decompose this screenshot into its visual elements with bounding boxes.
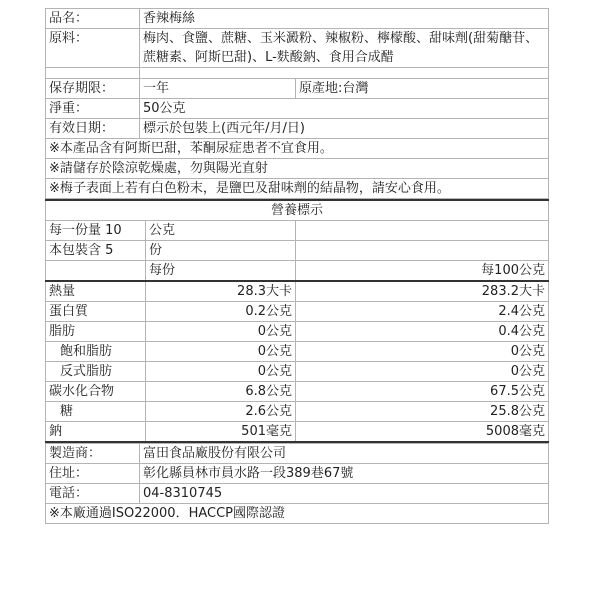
serving-size-row <box>46 221 549 241</box>
nutrient-name: 脂肪 <box>46 322 146 342</box>
note-white-powder: ※梅子表面上若有白色粉末，是鹽巴及甜味劑的結晶物，請安心食用。 <box>46 179 549 199</box>
nutrient-per-100g: 0.4公克 <box>296 322 549 342</box>
name-row <box>46 9 549 29</box>
serving-size-cell <box>46 221 146 241</box>
certification-note: ※本廠通過ISO22000．HACCP國際認證 <box>46 504 549 524</box>
nutrient-name: 飽和脂肪 <box>46 342 146 362</box>
servings-unit: 份 <box>146 241 296 261</box>
shelf-life-value: 一年 <box>140 79 296 99</box>
nutrient-name: 鈉 <box>46 422 146 443</box>
nutrient-per-serving: 0公克 <box>146 342 296 362</box>
product-info-table <box>45 8 549 199</box>
serving-size-unit: 公克 <box>146 221 296 241</box>
note-row <box>46 139 549 159</box>
nutrient-row <box>46 422 549 443</box>
nutrient-per-serving: 0公克 <box>146 362 296 382</box>
nutrient-name: 熱量 <box>46 281 146 302</box>
address-value: 彰化縣員林市員水路一段389巷67號 <box>140 464 549 484</box>
nutrient-per-100g: 0公克 <box>296 362 549 382</box>
nutrient-per-100g: 25.8公克 <box>296 402 549 422</box>
nutrient-per-serving: 2.6公克 <box>146 402 296 422</box>
nutrient-name: 蛋白質 <box>46 302 146 322</box>
phone-row <box>46 484 549 504</box>
serving-size-value: 10 <box>105 223 122 238</box>
phone-label: 電話： <box>46 484 140 504</box>
nutrition-title-row <box>46 200 549 221</box>
nutrition-header-row <box>46 261 549 282</box>
nutrient-name: 反式脂肪 <box>46 362 146 382</box>
note-row <box>46 159 549 179</box>
name-value: 香辣梅絲 <box>140 9 549 29</box>
expiry-label: 有效日期： <box>46 119 140 139</box>
nutrient-per-serving: 501毫克 <box>146 422 296 443</box>
nutrient-row <box>46 402 549 422</box>
spacer-row <box>46 68 549 79</box>
shelf-life-row <box>46 79 549 99</box>
name-label: 品名： <box>46 9 140 29</box>
nutrient-per-100g: 0公克 <box>296 342 549 362</box>
nutrition-title: 營養標示 <box>46 200 549 221</box>
nutrient-name: 糖 <box>46 402 146 422</box>
address-label: 住址： <box>46 464 140 484</box>
manufacturer-label: 製造商： <box>46 444 140 464</box>
manufacturer-value: 富田食品廠股份有限公司 <box>140 444 549 464</box>
product-label-sheet <box>45 8 548 524</box>
ingredients-label: 原料： <box>46 29 140 68</box>
nutrient-per-100g: 67.5公克 <box>296 382 549 402</box>
ingredients-value: 梅肉、食鹽、蔗糖、玉米澱粉、辣椒粉、檸檬酸、甜味劑(甜菊醣苷、蔗糖素、阿斯巴甜)、L-麩酸鈉、食用合成醋 <box>140 29 549 68</box>
ingredients-row <box>46 29 549 68</box>
nutrient-per-serving: 0.2公克 <box>146 302 296 322</box>
note-aspartame: ※本產品含有阿斯巴甜，苯酮尿症患者不宜食用。 <box>46 139 549 159</box>
servings-cell <box>46 241 146 261</box>
nutrient-per-100g: 283.2大卡 <box>296 281 549 302</box>
note-storage: ※請儲存於陰涼乾燥處，勿與陽光直射 <box>46 159 549 179</box>
manufacturer-table <box>45 443 549 524</box>
nutrient-name: 碳水化合物 <box>46 382 146 402</box>
nutrient-row <box>46 382 549 402</box>
nutrient-row <box>46 281 549 302</box>
origin-text: 原產地:台灣 <box>296 79 549 99</box>
nutrient-row <box>46 342 549 362</box>
address-row <box>46 464 549 484</box>
col-per-100g: 每100公克 <box>296 261 549 282</box>
servings-value: 5 <box>105 243 114 258</box>
expiry-value: 標示於包裝上(西元年/月/日) <box>140 119 549 139</box>
nutrition-table <box>45 199 549 443</box>
nutrient-per-serving: 6.8公克 <box>146 382 296 402</box>
nutrient-per-100g: 2.4公克 <box>296 302 549 322</box>
note-row <box>46 179 549 199</box>
net-weight-value: 50公克 <box>140 99 549 119</box>
nutrient-row <box>46 362 549 382</box>
nutrient-row <box>46 302 549 322</box>
phone-value: 04-8310745 <box>140 484 549 504</box>
nutrient-per-100g: 5008毫克 <box>296 422 549 443</box>
servings-label: 本包裝含 <box>49 243 102 258</box>
nutrient-per-serving: 0公克 <box>146 322 296 342</box>
col-per-serving: 每份 <box>146 261 296 282</box>
certification-row <box>46 504 549 524</box>
nutrient-row <box>46 322 549 342</box>
servings-row <box>46 241 549 261</box>
net-weight-row <box>46 99 549 119</box>
net-weight-label: 淨重： <box>46 99 140 119</box>
nutrient-per-serving: 28.3大卡 <box>146 281 296 302</box>
shelf-life-label: 保存期限： <box>46 79 140 99</box>
expiry-row <box>46 119 549 139</box>
serving-size-label: 每一份量 <box>49 223 102 238</box>
manufacturer-row <box>46 444 549 464</box>
